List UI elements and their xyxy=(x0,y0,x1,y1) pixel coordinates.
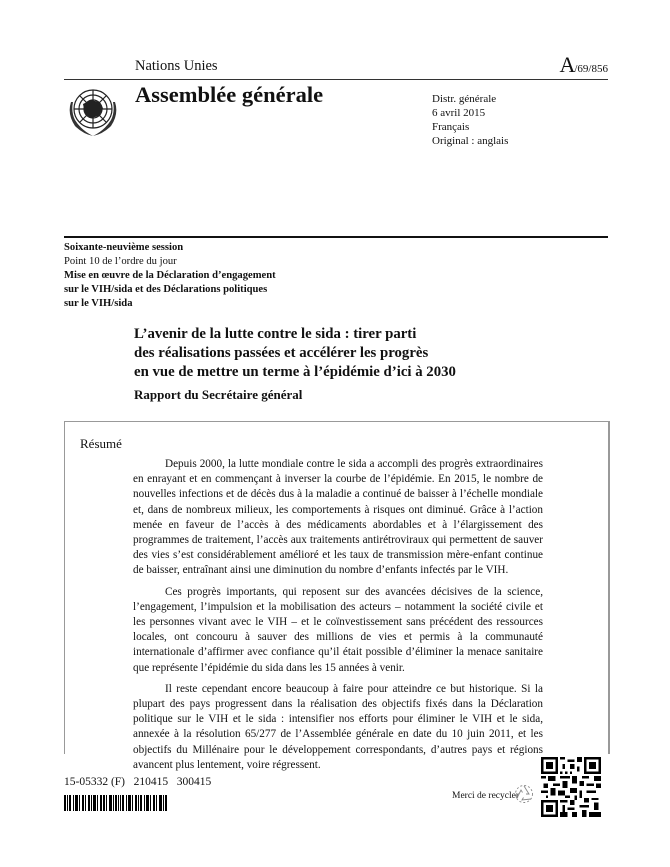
job-number: 15-05332 (F) 210415 300415 xyxy=(64,776,212,788)
title-line: des réalisations passées et accélérer les progrès xyxy=(134,345,429,361)
agenda-rule xyxy=(64,236,608,238)
header-rule xyxy=(64,79,608,80)
qr-code-icon xyxy=(541,757,601,817)
distribution-type: Distr. générale xyxy=(432,93,497,105)
un-emblem-icon xyxy=(63,82,123,142)
title-line: L’avenir de la lutte contre le sida : tirer parti xyxy=(134,326,417,342)
summary-heading: Résumé xyxy=(80,436,122,451)
agenda-topic-line: sur le VIH/sida et des Déclarations politiques xyxy=(64,284,268,295)
symbol-suffix: /69/856 xyxy=(574,63,608,75)
agenda-item: Point 10 de l’ordre du jour xyxy=(64,256,177,267)
document-symbol xyxy=(559,52,608,78)
document-title xyxy=(134,325,456,382)
agenda-block xyxy=(64,241,276,311)
original-language: Original : anglais xyxy=(432,135,509,147)
barcode-icon xyxy=(64,795,168,811)
session: Soixante-neuvième session xyxy=(64,242,184,253)
recycle-label: Merci de recycler xyxy=(452,791,519,801)
distribution-date: 6 avril 2015 xyxy=(432,107,486,119)
organization-name: Nations Unies xyxy=(135,58,218,74)
distribution-block xyxy=(432,92,508,148)
distribution-language: Français xyxy=(432,121,470,133)
agenda-topic-line: Mise en œuvre de la Déclaration d’engagement xyxy=(64,270,276,281)
summary-body xyxy=(133,457,543,779)
recycle-icon xyxy=(513,783,535,805)
document-subtitle: Rapport du Secrétaire général xyxy=(134,387,303,402)
summary-paragraph: Il reste cependant encore beaucoup à faire pour atteindre ce but historique. Si la plupart des pays progressent dans la réalisation des objectifs fixés dans la Déclaration politique sur le VIH et le sida : intensifier nos efforts pour éliminer le VIH et le sida, annexée à la résolution 65/277 de l’Assemblée générale en date du 10 juin 2011, et les objectifs du Millénaire pour le développement correspondants, d’autres pays et régions avancent plus lentement, voire régressent. xyxy=(133,682,543,771)
summary-paragraph: Depuis 2000, la lutte mondiale contre le sida a accompli des progrès extraordinaires en enrayant et en commençant à inverser la courbe de l’épidémie. En 2015, le nombre de nouvelles infections et de décès dus à la maladie a continué de baisser à l’échelle mondiale et, dans de nombreux milieux, les comportements à risques ont diminué. Grâce à l’action menée en faveur de l’accès à des médicaments abordables et à l’élargissement des programmes de traitement, l’accès aux traitements antirétroviraux qui permettent de sauver des vies s’est considérablement amélioré et les taux de transmission mère-enfant continue de baisser, entraînant ainsi une diminution du nombre d’enfants infectés par le VIH. xyxy=(133,458,543,577)
summary-paragraph: Ces progrès importants, qui reposent sur des avancées décisives de la science, l’engagement, l’impulsion et la mobilisation des acteurs – notamment la société civile et les personnes vivant avec le VIH – et le coïnvestissement sans précédent des ressources locales, ont concouru à sauver des millions de vies et permis à la communauté internationale d’affirmer avec confiance qu’il était possible d’éliminer la menace sanitaire que représente l’épidémie du sida dans les 15 années à venir. xyxy=(133,585,543,674)
body-title: Assemblée générale xyxy=(135,82,324,107)
symbol-prefix: A xyxy=(559,52,575,77)
agenda-topic-line: sur le VIH/sida xyxy=(64,298,133,309)
title-line: en vue de mettre un terme à l’épidémie d’ici à 2030 xyxy=(134,364,456,380)
